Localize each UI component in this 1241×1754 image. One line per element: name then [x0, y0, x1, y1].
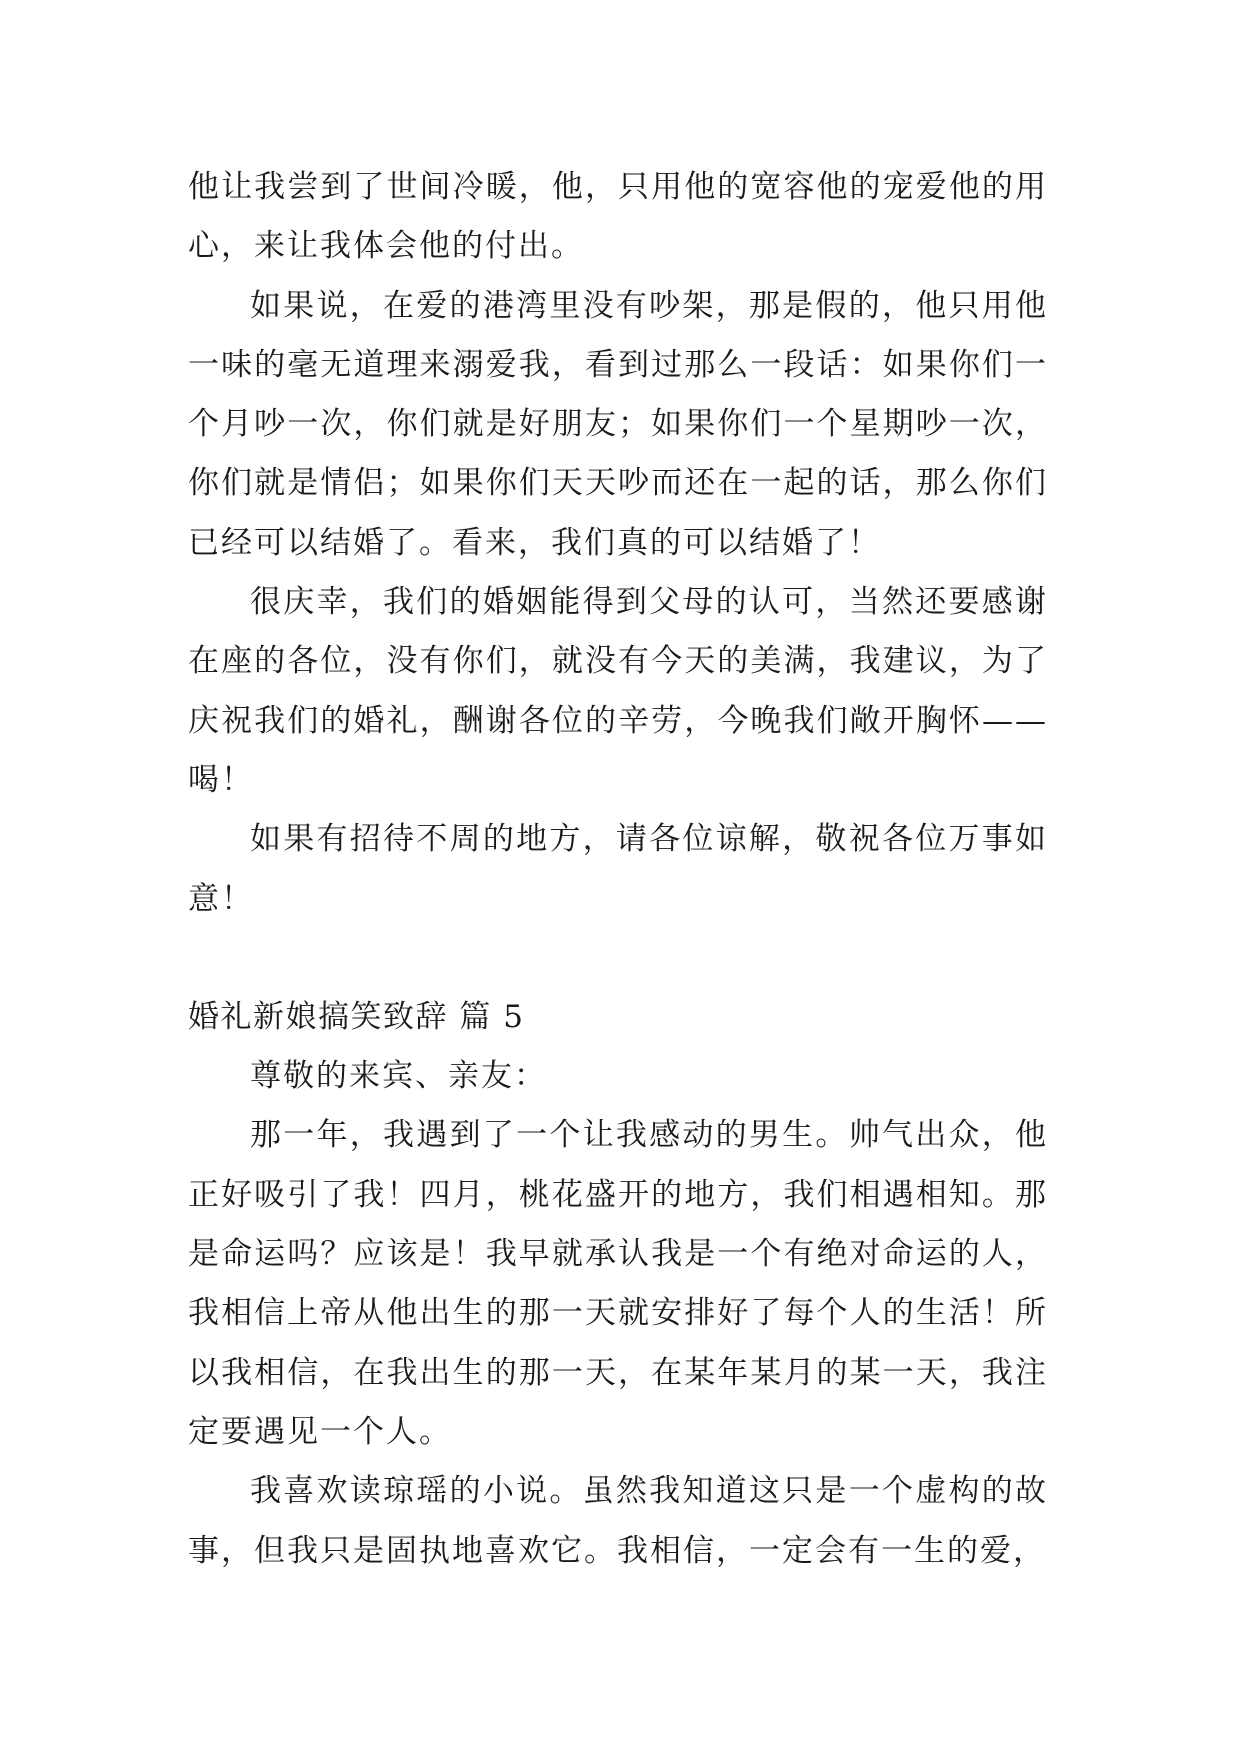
paragraph: 很庆幸，我们的婚姻能得到父母的认可，当然还要感谢在座的各位，没有你们，就没有今天的美满，我建议，为了庆祝我们的婚礼，酬谢各位的辛劳，今晚我们敞开胸怀——喝！: [188, 584, 1048, 798]
paragraph: 尊敬的来宾、亲友：: [250, 1058, 547, 1095]
paragraph: 如果有招待不周的地方，请各位谅解，敬祝各位万事如意！: [188, 821, 1048, 917]
paragraph: 我喜欢读琼瑶的小说。虽然我知道这只是一个虚构的故事，但我只是固执地喜欢它。我相信，一定会有一生的爱，: [188, 1473, 1048, 1569]
document-body: [188, 158, 1048, 1581]
paragraph: 那一年，我遇到了一个让我感动的男生。帅气出众，他正好吸引了我！四月，桃花盛开的地方，我们相遇相知。那是命运吗？应该是！我早就承认我是一个有绝对命运的人，我相信上帝从他出生的那一天就安排好了每个人的生活！所以我相信，在我出生的那一天，在某年某月的某一天，我注定要遇见一个人。: [188, 1117, 1048, 1450]
section-heading: 婚礼新娘搞笑致辞 篇 5: [188, 998, 525, 1035]
paragraph: 如果说，在爱的港湾里没有吵架，那是假的，他只用他一味的毫无道理来溺爱我，看到过那么一段话：如果你们一个月吵一次，你们就是好朋友；如果你们一个星期吵一次，你们就是情侣；如果你们天天吵而还在一起的话，那么你们已经可以结婚了。看来，我们真的可以结婚了！: [188, 287, 1048, 561]
paragraph: 他让我尝到了世间冷暖，他，只用他的宽容他的宠爱他的用心，来让我体会他的付出。: [188, 169, 1048, 265]
